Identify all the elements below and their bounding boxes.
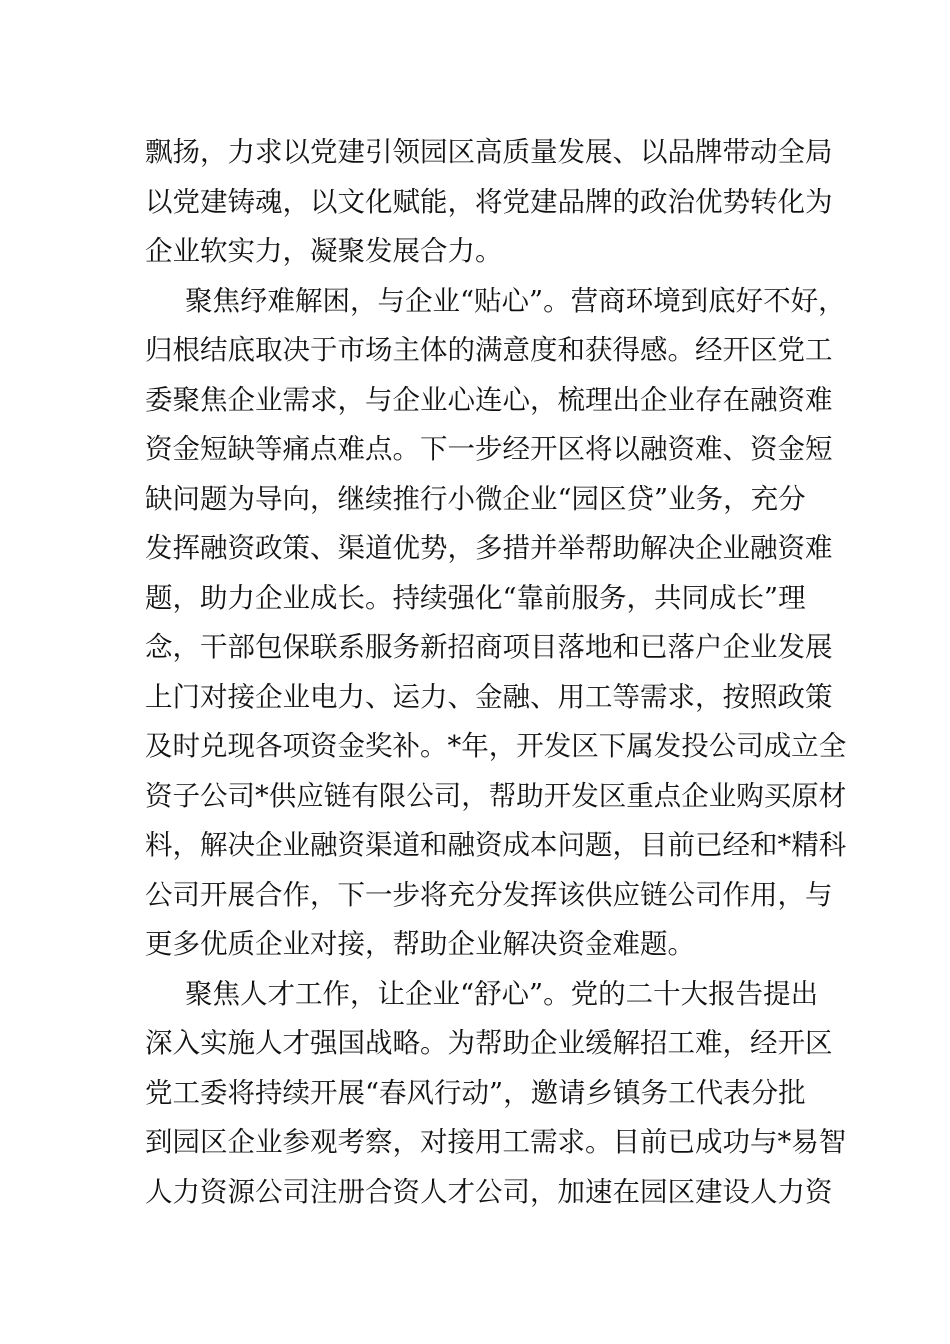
text-line: 人力资源公司注册合资人才公司，加速在园区建设人力资 [145,1175,833,1208]
text-line: 到园区企业参观考察，对接用工需求。目前已成功与*易智 [145,1126,847,1158]
text-line: 聚焦人才工作，让企业“舒心”。党的二十大报告提出 [185,977,819,1010]
text-line: 公司开展合作，下一步将充分发挥该供应链公司作用，与 [145,878,833,911]
text-line: 以党建铸魂，以文化赋能，将党建品牌的政治优势转化为 [145,185,833,218]
text-line: 及时兑现各项资金奖补。*年，开发区下属发投公司成立全 [145,730,847,762]
text-line: 资子公司*供应链有限公司，帮助开发区重点企业购买原材 [145,779,847,812]
paragraph-continuation [145,128,833,277]
paragraph-talent [145,970,847,1218]
text-line: 缺问题为导向，继续推行小微企业“园区贷”业务，充分 [145,482,806,515]
text-line: 企业软实力，凝聚发展合力。 [145,235,503,267]
text-line: 聚焦纾难解困，与企业“贴心”。营商环境到底好不好， [185,284,846,317]
text-line: 念，干部包保联系服务新招商项目落地和已落户企业发展 [145,631,833,663]
text-line: 题，助力企业成长。持续强化“靠前服务，共同成长”理 [145,581,806,614]
text-line: 料，解决企业融资渠道和融资成本问题，目前已经和*精科 [145,829,847,861]
text-line: 飘扬，力求以党建引领园区高质量发展、以品牌带动全局 [145,136,833,168]
text-line: 资金短缺等痛点难点。下一步经开区将以融资难、资金短 [145,433,833,465]
paragraph-relief [145,277,847,970]
text-line: 上门对接企业电力、运力、金融、用工等需求，按照政策 [145,680,833,713]
text-line: 发挥融资政策、渠道优势，多措并举帮助解决企业融资难 [145,532,833,564]
text-line: 归根结底取决于市场主体的满意度和获得感。经开区党工 [145,334,833,366]
text-line: 更多优质企业对接，帮助企业解决资金难题。 [145,928,695,960]
text-line: 党工委将持续开展“春风行动”，邀请乡镇务工代表分批 [145,1076,806,1109]
document-body [145,128,847,1217]
text-line: 深入实施人才强国战略。为帮助企业缓解招工难，经开区 [145,1027,833,1059]
text-line: 委聚焦企业需求，与企业心连心，梳理出企业存在融资难 [145,383,833,416]
